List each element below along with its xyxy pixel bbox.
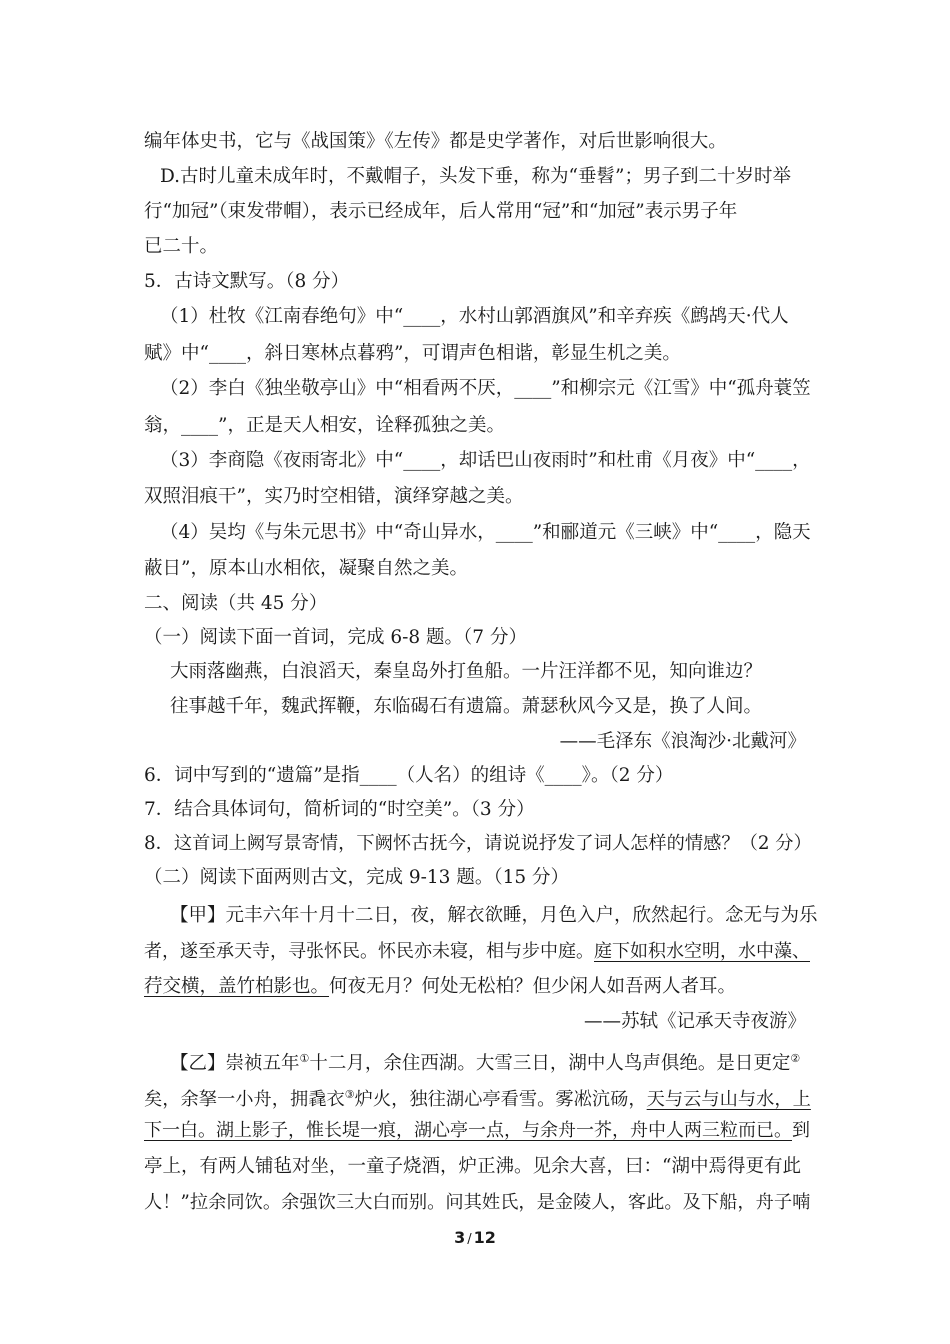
text-line: （4）吴均《与朱元思书》中“奇山异水，____”和郦道元《三峡》中“____，隐天 [160, 522, 811, 543]
subsection-heading: （二）阅读下面两则古文，完成 9-13 题。（15 分） [144, 867, 569, 888]
text-line: （3）李商隐《夜雨寄北》中“____，却话巴山夜雨时”和杜甫《月夜》中“____， [160, 450, 811, 471]
text-line: 已二十。 [144, 236, 219, 257]
plain-text: 矣，余拏一小舟，拥毳衣 [144, 1089, 345, 1111]
footnote-marker: ③ [344, 1088, 355, 1101]
question-7: 7．结合具体词句，简析词的“时空美”。（3 分） [144, 799, 535, 820]
text-line: 蔽日”，原本山水相依，凝聚自然之美。 [144, 558, 468, 579]
page-separator: / [467, 1232, 472, 1247]
passage-yi-line [170, 1046, 840, 1077]
poem-attribution: ——毛泽东《浪淘沙·北戴河》 [559, 731, 806, 752]
passage-jia-source: ——苏轼《记承天寺夜游》 [583, 1011, 806, 1032]
plain-text: 【乙】崇祯五年 [170, 1053, 300, 1075]
underlined-text: 荇交横，盖竹柏影也。 [144, 976, 330, 997]
passage-yi-line [144, 1082, 814, 1113]
plain-text: 何夜无月？何处无松柏？但少闲人如吾两人者耳。 [329, 976, 737, 997]
current-page: 3 [454, 1228, 466, 1247]
passage-jia-line [144, 939, 814, 965]
plain-text: 到 [792, 1120, 810, 1141]
passage-yi-line: 亭上，有两人铺毡对坐，一童子烧酒，炉正沸。见余大喜，曰：“湖中焉得更有此 [144, 1156, 801, 1177]
passage-jia-line: 【甲】元丰六年十月十二日，夜，解衣欲睡，月色入户，欣然起行。念无与为乐 [170, 905, 818, 926]
footnote-marker: ② [790, 1052, 801, 1065]
text-line: 赋》中“____，斜日寒林点暮鸦”，可谓声色相谐，彰显生机之美。 [144, 343, 681, 364]
plain-text: 者，遂至承天寺，寻张怀民。怀民亦未寝，相与步中庭。 [144, 941, 594, 962]
footnote-marker: ① [299, 1052, 310, 1065]
text-line: （2）李白《独坐敬亭山》中“相看两不厌，____”和柳宗元《江雪》中“孤舟蓑笠 [160, 378, 811, 399]
text-line: 编年体史书，它与《战国策》《左传》都是史学著作，对后世影响很大。 [144, 131, 727, 152]
text-line: 双照泪痕干”，实乃时空相错，演绎穿越之美。 [144, 486, 524, 507]
section-heading: 二、阅读（共 45 分） [144, 593, 328, 614]
passage-yi-line [144, 1118, 814, 1144]
plain-text: 炉火，独往湖心亭看雪。雾凇沆砀， [354, 1089, 647, 1111]
underlined-text: 下一白。湖上影子，惟长堤一痕，湖心亭一点，与余舟一芥，舟中人两三粒而已。 [144, 1120, 792, 1141]
question-heading: 5．古诗文默写。（8 分） [144, 271, 350, 292]
passage-jia-line [144, 974, 814, 1000]
question-8: 8．这首词上阙写景寄情，下阙怀古抚今，请说说抒发了词人怎样的情感？（2 分） [144, 833, 812, 854]
poem-line: 大雨落幽燕，白浪滔天，秦皇岛外打鱼船。一片汪洋都不见，知向谁边？ [170, 661, 763, 682]
text-line: （1）杜牧《江南春绝句》中“____，水村山郭酒旗风”和辛弃疾《鹧鸪天·代人 [160, 306, 789, 327]
passage-yi-line: 人！”拉余同饮。余强饮三大白而别。问其姓氏，是金陵人，客此。及下船，舟子喃 [144, 1192, 811, 1213]
underlined-text: 天与云与山与水，上 [646, 1089, 811, 1111]
text-line: 行“加冠”（束发带帽），表示已经成年，后人常用“冠”和“加冠”表示男子年 [144, 201, 738, 222]
text-line: 翁，____”，正是天人相安，诠释孤独之美。 [144, 415, 505, 436]
underlined-text: 庭下如积水空明，水中藻、 [594, 941, 810, 962]
text-line: D.古时儿童未成年时，不戴帽子，头发下垂，称为“垂髫”；男子到二十岁时举 [160, 166, 791, 187]
plain-text: 十二月，余住西湖。大雪三日，湖中人鸟声俱绝。是日更定 [309, 1053, 791, 1075]
page-number [0, 1227, 950, 1251]
question-6: 6．词中写到的“遗篇”是指____（人名）的组诗《____》。（2 分） [144, 765, 674, 786]
subsection-heading: （一）阅读下面一首词，完成 6-8 题。（7 分） [144, 627, 527, 648]
poem-line: 往事越千年，魏武挥鞭，东临碣石有遗篇。萧瑟秋风今又是，换了人间。 [170, 696, 763, 717]
total-pages: 12 [473, 1228, 496, 1247]
